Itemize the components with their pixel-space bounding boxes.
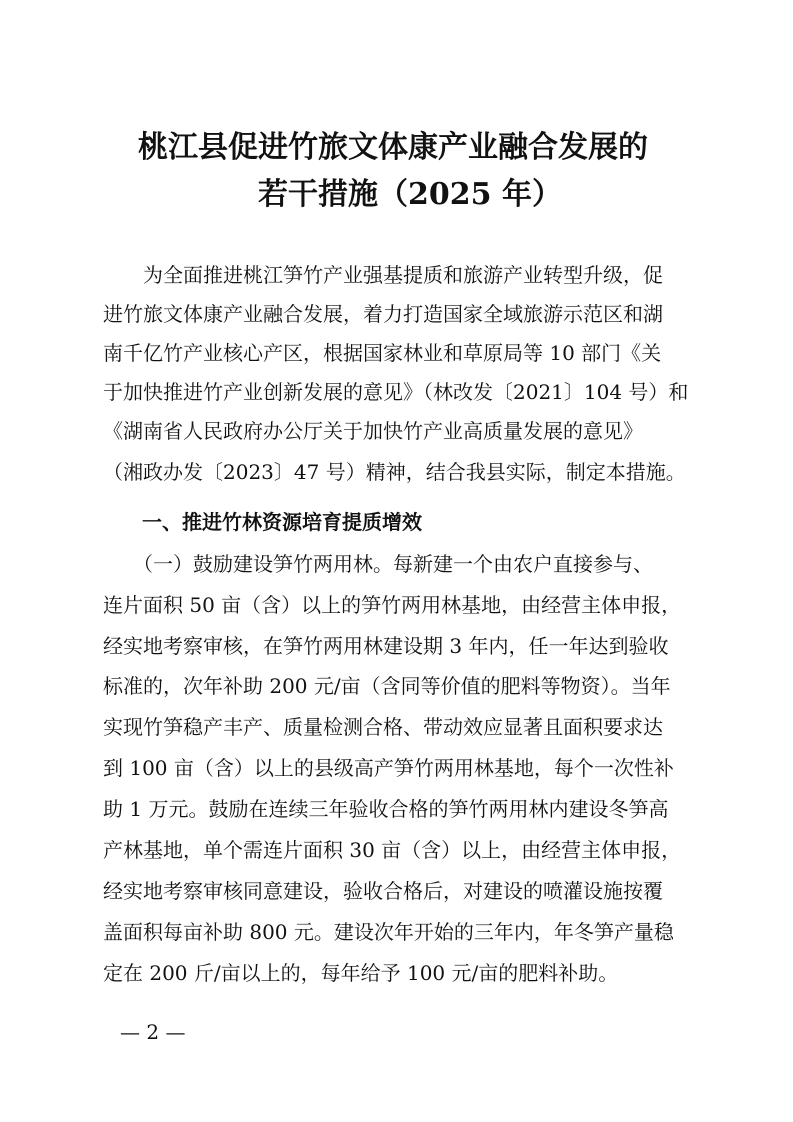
- preamble-line-5: 《湖南省人民政府办公厅关于加快竹产业高质量发展的意见》: [103, 419, 643, 443]
- page-number: — 2 —: [120, 1020, 186, 1044]
- preamble-line-3: 南千亿竹产业核心产区，根据国家林业和草原局等 10 部门《关: [103, 341, 662, 365]
- preamble-line-2: 进竹旅文体康产业融合发展，着力打造国家全域旅游示范区和湖: [103, 302, 663, 326]
- section1-para-line-11: 定在 200 斤/亩以上的，每年给予 100 元/亩的肥料补助。: [103, 961, 619, 985]
- section1-para-line-5: 实现竹笋稳产丰产、质量检测合格、带动效应显著且面积要求达: [103, 715, 663, 739]
- document-title-line-1: 桃江县促进竹旅文体康产业融合发展的: [138, 130, 648, 165]
- section1-para-line-6: 到 100 亩（含）以上的县级高产笋竹两用林基地，每个一次性补: [103, 756, 674, 780]
- preamble-line-6: （湘政办发〔2023〕47 号）精神，结合我县实际，制定本措施。: [103, 460, 686, 484]
- preamble-line-4: 于加快推进竹产业创新发展的意见》（林改发〔2021〕104 号）和: [103, 380, 689, 404]
- preamble-line-1: 为全面推进桃江笋竹产业强基提质和旅游产业转型升级，促: [103, 263, 663, 287]
- document-title-line-2: 若干措施（2025 年）: [258, 177, 562, 212]
- section1-para-line-7: 助 1 万元。鼓励在连续三年验收合格的笋竹两用林内建设冬笋高: [103, 797, 669, 821]
- section1-para-line-3: 经实地考察审核，在笋竹两用林建设期 3 年内，任一年达到验收: [103, 634, 669, 658]
- section1-para-line-4: 标准的，次年补助 200 元/亩（含同等价值的肥料等物资）。当年: [103, 674, 671, 698]
- section1-para-line-10: 盖面积每亩补助 800 元。建设次年开始的三年内，年冬笋产量稳: [103, 920, 674, 944]
- section1-para-line-9: 经实地考察审核同意建设，验收合格后，对建设的喷灌设施按覆: [103, 879, 663, 903]
- section1-para-line-2: 连片面积 50 亩（含）以上的笋竹两用林基地，由经营主体申报，: [103, 593, 682, 617]
- section1-para-line-8: 产林基地，单个需连片面积 30 亩（含）以上，由经营主体申报，: [103, 838, 682, 862]
- section1-para-line-1: （一）鼓励建设笋竹两用林。每新建一个由农户直接参与、: [103, 552, 653, 576]
- section-heading-1: 一、推进竹林资源培育提质增效: [142, 510, 422, 534]
